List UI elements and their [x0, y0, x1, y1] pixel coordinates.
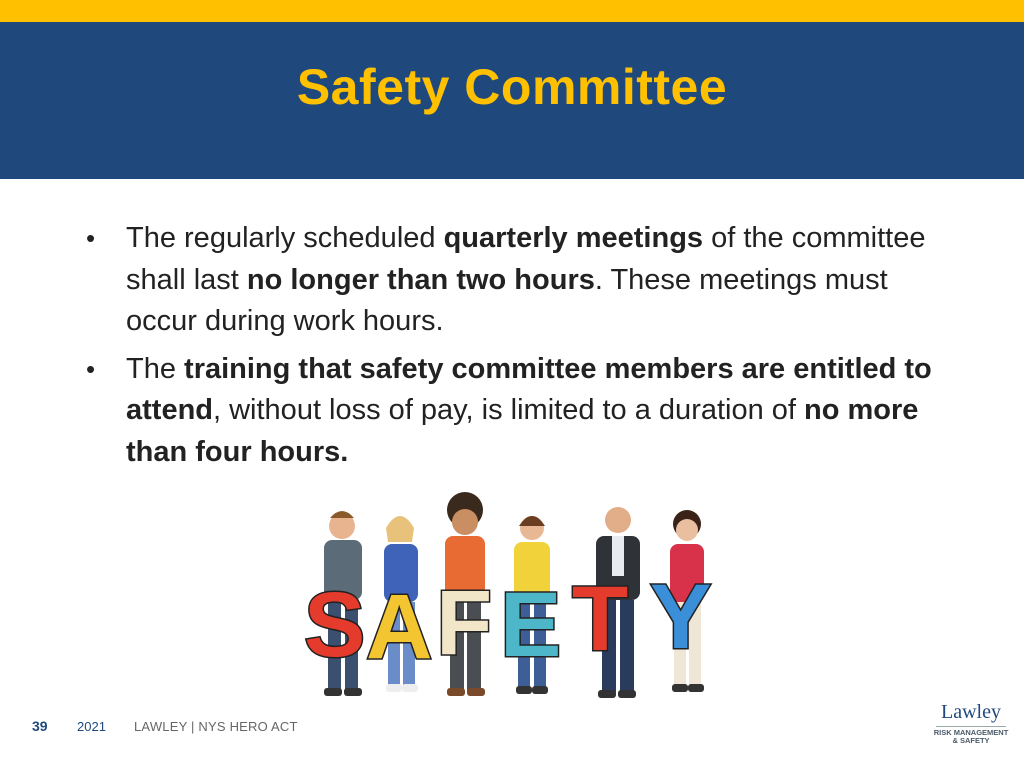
text-run: of the committee shall last: [126, 222, 926, 296]
text-run: , without loss of pay, is limited to a duration of: [213, 394, 805, 426]
safety-people-illustration: [300, 488, 730, 710]
bold-text: training that safety committee members are entitled to attend: [126, 352, 932, 426]
text-run: The regularly scheduled: [126, 222, 444, 254]
slide-title: Safety Committee: [296, 59, 728, 115]
bullet-item: [86, 349, 956, 474]
footer-year: 2021: [77, 719, 106, 734]
letter-s: S: [304, 574, 366, 676]
letter-f: F: [436, 572, 493, 674]
page-number: 39: [32, 718, 48, 734]
bullet-dot-icon: •: [86, 223, 96, 253]
bold-text: no longer than two hours: [246, 263, 595, 296]
bullet-list: [86, 218, 956, 479]
top-accent-stripe: [0, 0, 1024, 22]
bullet-text: [126, 353, 932, 468]
bold-text: quarterly meetings: [443, 222, 704, 254]
logo-subtitle-1: RISK MANAGEMENT: [933, 728, 1009, 737]
lawley-logo: [928, 700, 1014, 756]
safety-letters: [304, 566, 711, 678]
bullet-dot-icon: •: [86, 353, 96, 384]
bullet-text: [126, 222, 926, 337]
letter-t: T: [572, 568, 629, 670]
bold-text: no more than four hours.: [126, 394, 919, 468]
text-run: The: [126, 352, 185, 385]
letter-y: Y: [650, 566, 712, 668]
logo-name: Lawley: [941, 701, 1001, 723]
logo-divider: [936, 726, 1006, 727]
logo-subtitle-2: & SAFETY: [952, 736, 990, 745]
letter-e: E: [500, 574, 562, 676]
letter-a: A: [366, 576, 433, 678]
footer-label: LAWLEY | NYS HERO ACT: [134, 719, 298, 734]
bullet-item: [86, 218, 956, 343]
text-run: . These meetings must occur during work hours.: [126, 263, 888, 337]
